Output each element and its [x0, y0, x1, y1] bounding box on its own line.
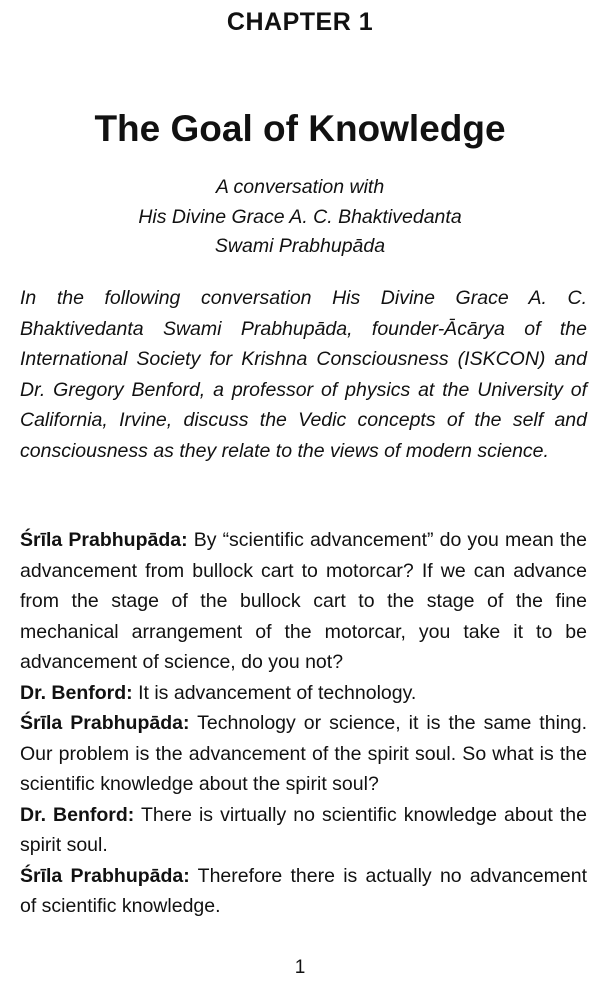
speaker-name: Śrīla Prabhupāda:: [20, 864, 190, 887]
chapter-label: CHAPTER 1: [226, 8, 374, 36]
speech-text: Therefore there is actually no advancement of scientific knowledge.: [20, 864, 587, 917]
speaker-name: Dr. Benford:: [20, 803, 135, 826]
subtitle-line: Swami Prabhupāda: [214, 235, 386, 257]
speech-text: It is advancement of technology.: [132, 681, 417, 704]
speech-text: There is virtually no scientific knowledge about the spirit soul.: [20, 803, 587, 856]
subtitle: [0, 173, 600, 262]
speaker-name: Śrīla Prabhupāda:: [20, 712, 190, 734]
speaker-name: Śrīla Prabhupāda:: [20, 529, 188, 551]
intro-paragraph: In the following conversation His Divine Grace A. C. Bhaktivedanta Swami Prabhupāda, founder-Ācārya of the International Society for Krishna Consciousness (ISKCON) and Dr. Gregory Benford, a professor of physics at the University of California, Irvine, discuss the Vedic concepts of the self and consciousness as they relate to the views of modern science.: [20, 287, 587, 462]
speaker-name: Dr. Benford:: [20, 681, 133, 704]
dialogue-turn: [20, 525, 587, 678]
subtitle-line: His Divine Grace A. C. Bhaktivedanta: [138, 205, 462, 228]
subtitle-line: A conversation with: [215, 176, 385, 198]
dialogue-turn: [20, 708, 587, 800]
speech-text: By “scientific advancement” do you mean the advancement from bullock cart to motorcar? If we can advance from the stage of the bullock cart to the stage of the fine mechanical arrangement of the motorcar, you take it to be advancement of science, do you not?: [20, 529, 587, 673]
dialogue: [20, 525, 587, 922]
dialogue-turn: [20, 861, 587, 922]
chapter-title: The Goal of Knowledge: [94, 108, 506, 149]
page-number: 1: [294, 957, 306, 978]
dialogue-turn: [20, 800, 587, 861]
speech-text: Technology or science, it is the same thing. Our problem is the advancement of the spirit soul. So what is the scientific knowledge about the spirit soul?: [20, 712, 588, 795]
dialogue-turn: [20, 678, 587, 709]
